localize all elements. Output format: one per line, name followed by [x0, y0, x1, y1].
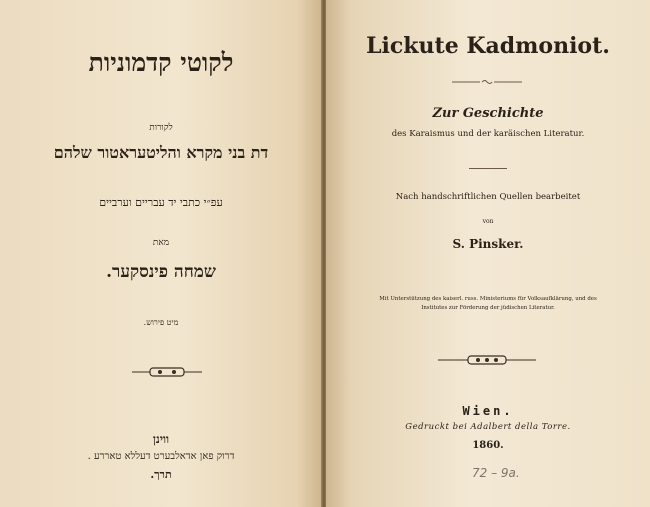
left-printer: דרוק פאן אדאלבערט דעללא טאררע .: [87, 451, 235, 462]
right-support-2: Institutes zur Förderung der jüdischen Literatur.: [421, 305, 555, 311]
right-author: S. Pinsker.: [452, 237, 524, 251]
left-author-note: מיט פירוש.: [143, 318, 179, 327]
right-von: von: [482, 218, 494, 225]
left-year: תרך.: [150, 468, 172, 481]
right-subtitle-2: des Karaismus und der karäischen Literatur.: [391, 129, 585, 139]
right-ornament: [438, 353, 536, 367]
right-title: Lickute Kadmoniot.: [366, 33, 610, 59]
right-year: 1860.: [472, 440, 504, 451]
right-printer: Gedruckt bei Adalbert della Torre.: [405, 422, 571, 432]
right-page: [326, 0, 650, 507]
left-author: שמחה פינסקער.: [106, 262, 216, 282]
right-sources: Nach handschriftlichen Quellen bearbeitet: [395, 192, 581, 202]
right-city: Wien.: [462, 404, 514, 418]
right-support-1: Mit Unterstützung des kaiserl. russ. Ministeriums für Volksaufklärung, und des: [379, 296, 597, 302]
left-subtitle-small: לקורות: [149, 123, 173, 133]
pencil-shelfmark: 72 – 9a.: [472, 466, 520, 480]
left-ornament: [132, 365, 202, 379]
left-by: מאת: [152, 238, 170, 248]
left-place: ווינן: [152, 432, 170, 446]
title-divider: [452, 79, 522, 85]
left-sources-line: עפ״י כתבי יד עבריים וערביים: [99, 196, 223, 209]
left-page: [0, 0, 322, 507]
left-title: לקוטי קדמוניות: [88, 48, 234, 77]
left-main-line: דת בני מקרא והליטעראטור שלהם: [53, 143, 269, 162]
right-subtitle-1: Zur Geschichte: [432, 106, 544, 121]
divider-line: [469, 168, 507, 169]
